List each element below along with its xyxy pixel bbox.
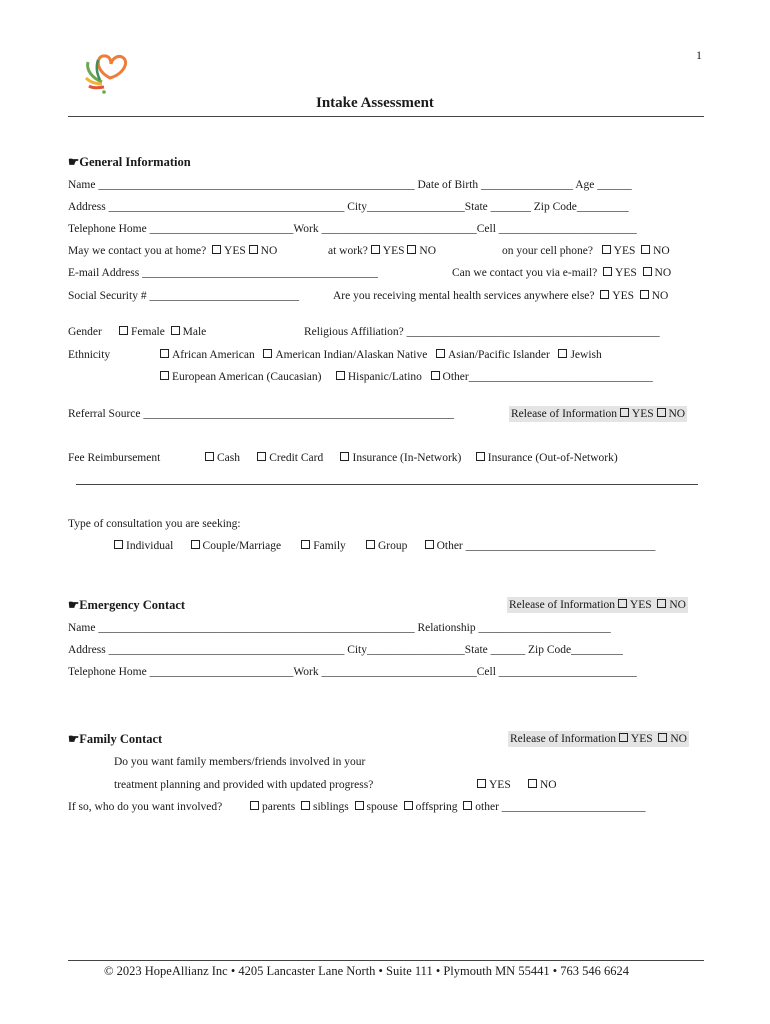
mental-health-question: Are you receiving mental health services anywhere else? <box>333 290 595 302</box>
section-emergency <box>68 598 185 612</box>
contact-home-question: May we contact you at home? <box>68 245 207 257</box>
ssn-field[interactable]: Social Security # __________________________ <box>68 290 299 302</box>
footer-text: © 2023 HopeAllianz Inc • 4205 Lancaster Lane North • Suite 111 • Plymouth MN 55441 • 763 546 6624 <box>104 964 629 978</box>
contact-work-question: at work? <box>328 245 368 257</box>
emergency-telephone-field[interactable]: Telephone Home _________________________Work ___________________________Cell ________________________ <box>68 666 637 678</box>
checkbox-icon[interactable] <box>119 326 128 335</box>
consult-couple: Couple/Marriage <box>202 540 282 552</box>
checkbox-icon[interactable] <box>404 801 413 810</box>
checkbox-icon[interactable] <box>436 349 445 358</box>
referral-field[interactable]: Referral Source ______________________________________________________ <box>68 408 454 420</box>
fee-in-network: Insurance (In-Network) <box>352 452 462 464</box>
checkbox-icon[interactable] <box>640 290 649 299</box>
family-who-question: If so, who do you want involved? <box>68 801 223 813</box>
checkbox-icon[interactable] <box>603 267 612 276</box>
checkbox-icon[interactable] <box>340 452 349 461</box>
ethnicity-options-row2 <box>160 370 653 384</box>
checkbox-icon[interactable] <box>528 779 537 788</box>
emergency-address-field[interactable]: Address _________________________________________ City_________________State ______ Zip Code_________ <box>68 644 623 656</box>
gender-label: Gender <box>68 326 102 338</box>
checkbox-icon[interactable] <box>366 540 375 549</box>
gender-male: Male <box>182 326 207 338</box>
footer-rule <box>68 960 704 961</box>
checkbox-icon[interactable] <box>160 371 169 380</box>
checkbox-icon[interactable] <box>425 540 434 549</box>
fee-label: Fee Reimbursement <box>68 452 161 464</box>
checkbox-icon[interactable] <box>463 801 472 810</box>
ethnicity-options-row1 <box>160 348 602 362</box>
yes-label: YES <box>631 408 654 420</box>
email-question: Can we contact you via e-mail? <box>452 267 598 279</box>
contact-work-row <box>328 244 436 258</box>
yes-label: YES <box>615 267 637 279</box>
telephone-field[interactable]: Telephone Home _________________________Work ___________________________Cell ________________________ <box>68 223 637 235</box>
checkbox-icon[interactable] <box>355 801 364 810</box>
yes-label: YES <box>630 733 653 745</box>
release-label: Release of Information <box>511 408 618 420</box>
eth-jewish: Jewish <box>570 349 602 361</box>
yes-label: YES <box>629 599 652 611</box>
checkbox-icon[interactable] <box>407 245 416 254</box>
contact-cell-question: on your cell phone? <box>502 245 594 257</box>
contact-home-row <box>68 244 277 258</box>
no-label: NO <box>419 245 437 257</box>
address-field[interactable]: Address _________________________________________ City_________________State _______ Zip Code_________ <box>68 201 629 213</box>
yes-label: YES <box>224 245 246 257</box>
checkbox-icon[interactable] <box>658 733 667 742</box>
checkbox-icon[interactable] <box>619 733 628 742</box>
no-label: NO <box>668 408 686 420</box>
yes-label: YES <box>612 290 634 302</box>
no-label: NO <box>669 599 686 611</box>
section-emergency-heading: Emergency Contact <box>79 598 186 612</box>
yes-label: YES <box>382 245 405 257</box>
title-rule <box>68 116 704 117</box>
consult-other[interactable]: Other _________________________________ <box>436 540 656 552</box>
email-field[interactable]: E-mail Address _________________________________________ <box>68 267 378 279</box>
checkbox-icon[interactable] <box>657 408 666 417</box>
release-label: Release of Information <box>510 733 617 745</box>
gender-female: Female <box>131 326 165 338</box>
who-other[interactable]: other _________________________ <box>475 801 646 813</box>
no-label: NO <box>539 779 557 791</box>
email-contact-row <box>452 266 671 280</box>
mental-health-row <box>333 289 668 303</box>
checkbox-icon[interactable] <box>160 349 169 358</box>
checkbox-icon[interactable] <box>191 540 200 549</box>
family-involve-options <box>477 778 557 792</box>
fee-out-network: Insurance (Out-of-Network) <box>487 452 618 464</box>
eth-other[interactable]: Other________________________________ <box>442 371 653 383</box>
page-title: Intake Assessment <box>316 95 434 111</box>
eth-asian: Asian/Pacific Islander <box>447 349 550 361</box>
checkbox-icon[interactable] <box>558 349 567 358</box>
checkbox-icon[interactable] <box>250 801 259 810</box>
consult-family: Family <box>313 540 346 552</box>
checkbox-icon[interactable] <box>641 245 650 254</box>
who-spouse: spouse <box>366 801 398 813</box>
no-label: NO <box>651 290 669 302</box>
family-who-options <box>250 800 646 814</box>
emergency-release-box <box>507 597 688 613</box>
pointing-hand-icon: ☛ <box>68 598 80 612</box>
hopeallianz-logo-icon <box>84 48 132 96</box>
yes-label: YES <box>613 245 636 257</box>
no-label: NO <box>653 245 670 257</box>
fee-cash: Cash <box>217 452 240 464</box>
emergency-name-field[interactable]: Name _______________________________________________________ Relationship _______________________ <box>68 622 611 634</box>
family-question-line2: treatment planning and provided with updated progress? <box>114 779 374 791</box>
pointing-hand-icon: ☛ <box>68 732 80 746</box>
checkbox-icon[interactable] <box>643 267 652 276</box>
eth-african: African American <box>172 349 255 361</box>
fee-notes-line[interactable] <box>76 484 698 485</box>
who-siblings: siblings <box>312 801 349 813</box>
who-offspring: offspring <box>415 801 458 813</box>
checkbox-icon[interactable] <box>301 540 310 549</box>
religion-field[interactable]: Religious Affiliation? ____________________________________________ <box>304 326 660 338</box>
checkbox-icon[interactable] <box>205 452 214 461</box>
checkbox-icon[interactable] <box>618 599 627 608</box>
checkbox-icon[interactable] <box>171 326 180 335</box>
checkbox-icon[interactable] <box>602 245 611 254</box>
eth-european: European American (Caucasian) <box>172 371 322 383</box>
checkbox-icon[interactable] <box>620 408 629 417</box>
checkbox-icon[interactable] <box>263 349 272 358</box>
pointing-hand-icon: ☛ <box>68 155 80 169</box>
name-field[interactable]: Name _______________________________________________________ Date of Birth ________________ Age ______ <box>68 179 632 191</box>
contact-cell-row <box>502 244 670 258</box>
section-general-heading: General Information <box>79 155 191 169</box>
checkbox-icon[interactable] <box>336 371 345 380</box>
who-parents: parents <box>262 801 296 813</box>
family-question-line1: Do you want family members/friends involved in your <box>114 756 366 768</box>
no-label: NO <box>260 245 278 257</box>
page-number: 1 <box>696 48 702 62</box>
ethnicity-label: Ethnicity <box>68 349 111 361</box>
checkbox-icon[interactable] <box>657 599 666 608</box>
section-general <box>68 155 191 169</box>
no-label: NO <box>670 733 687 745</box>
checkbox-icon[interactable] <box>600 290 609 299</box>
eth-hispanic: Hispanic/Latino <box>347 371 422 383</box>
no-label: NO <box>654 267 672 279</box>
eth-native: American Indian/Alaskan Native <box>275 349 428 361</box>
checkbox-icon[interactable] <box>114 540 123 549</box>
consult-group: Group <box>377 540 408 552</box>
checkbox-icon[interactable] <box>431 371 440 380</box>
consultation-question: Type of consultation you are seeking: <box>68 518 241 530</box>
fee-credit: Credit Card <box>269 452 324 464</box>
checkbox-icon[interactable] <box>301 801 310 810</box>
gender-options <box>119 325 206 339</box>
checkbox-icon[interactable] <box>477 779 486 788</box>
section-family-heading: Family Contact <box>79 732 163 746</box>
checkbox-icon[interactable] <box>476 452 485 461</box>
checkbox-icon[interactable] <box>212 245 221 254</box>
fee-options <box>205 451 618 465</box>
checkbox-icon[interactable] <box>249 245 258 254</box>
checkbox-icon[interactable] <box>257 452 266 461</box>
section-family <box>68 732 162 746</box>
general-release-box <box>509 406 687 422</box>
family-release-box <box>508 731 689 747</box>
release-label: Release of Information <box>509 599 616 611</box>
checkbox-icon[interactable] <box>371 245 380 254</box>
yes-label: YES <box>489 779 511 791</box>
consultation-options <box>114 539 655 553</box>
consult-individual: Individual <box>126 540 174 552</box>
